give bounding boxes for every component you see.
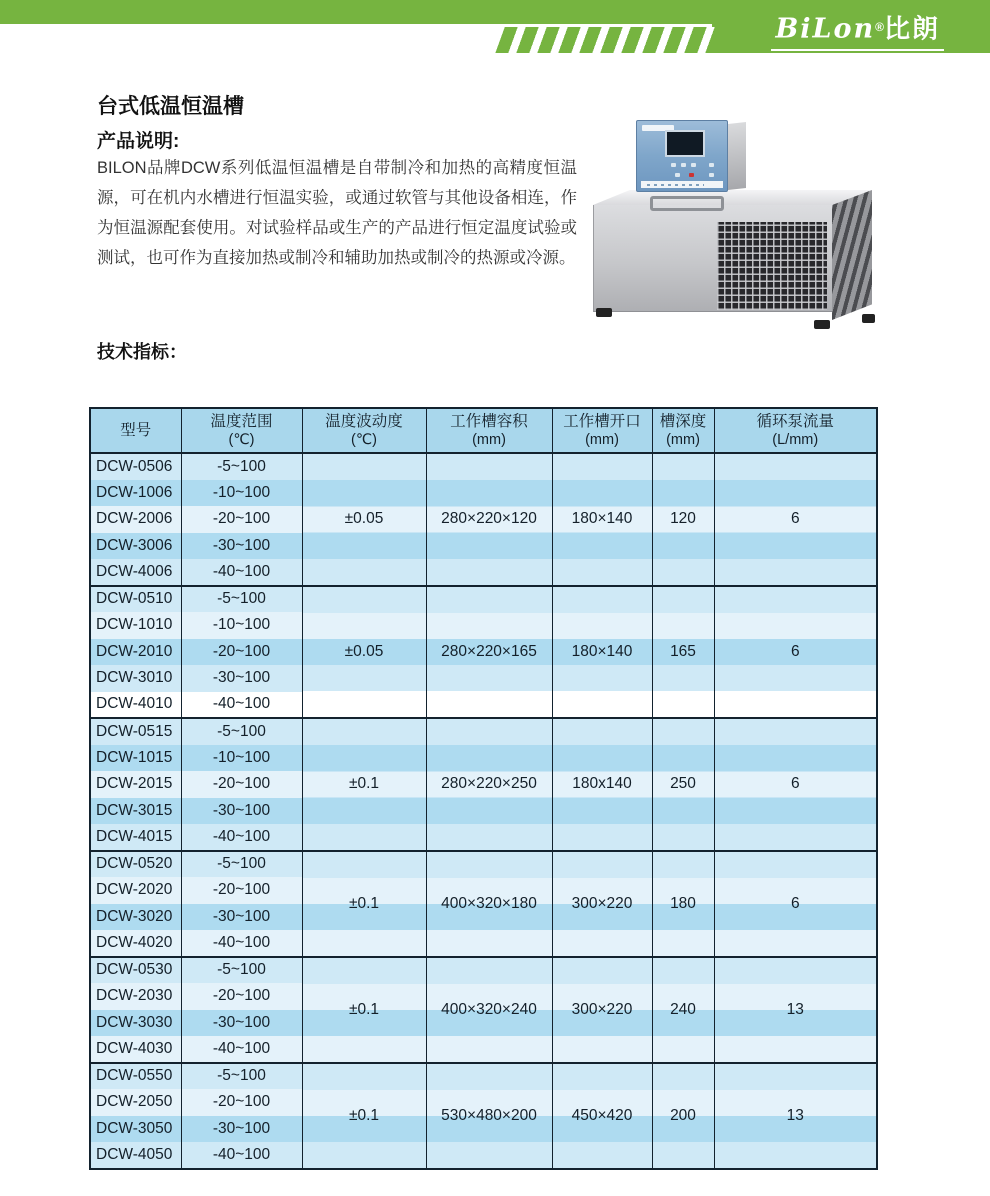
range-cell: -40~100 [181, 824, 302, 851]
depth-cell: 240 [652, 957, 714, 1063]
header-pump-flow: 循环泵流量 (L/mm) [714, 408, 877, 453]
brand-logo-script: BiLon [775, 13, 876, 44]
controller-button-red [689, 173, 694, 177]
ventilation-grille-front [717, 222, 827, 310]
range-cell: -40~100 [181, 1036, 302, 1063]
range-cell: -30~100 [181, 1010, 302, 1037]
opening-cell: 180×140 [552, 453, 652, 586]
diagonal-stripes-decoration [495, 27, 722, 53]
volume-cell: 400×320×240 [426, 957, 552, 1063]
model-cell: DCW-0515 [90, 718, 181, 745]
range-cell: -20~100 [181, 877, 302, 904]
table-header-row [90, 408, 877, 453]
volume-cell: 280×220×250 [426, 718, 552, 851]
flow-cell: 13 [714, 957, 877, 1063]
flow-cell: 6 [714, 453, 877, 586]
page-title: 台式低温恒温槽 [97, 95, 244, 118]
brand-logo [771, 12, 944, 51]
model-cell: DCW-2030 [90, 983, 181, 1010]
model-cell: DCW-3015 [90, 798, 181, 825]
range-cell: -40~100 [181, 692, 302, 719]
model-cell: DCW-3050 [90, 1116, 181, 1143]
flow-cell: 6 [714, 851, 877, 957]
range-cell: -5~100 [181, 1063, 302, 1090]
machine-foot [862, 314, 875, 323]
range-cell: -5~100 [181, 851, 302, 878]
range-cell: -30~100 [181, 798, 302, 825]
machine-top-face [593, 190, 872, 205]
range-cell: -30~100 [181, 904, 302, 931]
model-cell: DCW-0550 [90, 1063, 181, 1090]
range-cell: -10~100 [181, 480, 302, 507]
model-cell: DCW-2006 [90, 506, 181, 533]
model-cell: DCW-1010 [90, 612, 181, 639]
flow-cell: 6 [714, 718, 877, 851]
range-cell: -5~100 [181, 718, 302, 745]
model-cell: DCW-4006 [90, 559, 181, 586]
controller-button [681, 163, 686, 167]
fluctuation-cell: ±0.1 [302, 957, 426, 1063]
controller-unit [636, 120, 728, 192]
masthead [0, 0, 990, 56]
product-photo [578, 100, 978, 338]
technical-specs-heading: 技术指标： [97, 342, 187, 362]
model-cell: DCW-4050 [90, 1142, 181, 1169]
opening-cell: 300×220 [552, 851, 652, 957]
flow-cell: 13 [714, 1063, 877, 1169]
opening-cell: 180×140 [552, 586, 652, 719]
depth-cell: 250 [652, 718, 714, 851]
depth-cell: 165 [652, 586, 714, 719]
model-cell: DCW-3030 [90, 1010, 181, 1037]
model-cell: DCW-2010 [90, 639, 181, 666]
controller-side-face [728, 122, 746, 190]
opening-cell: 450×420 [552, 1063, 652, 1169]
range-cell: -20~100 [181, 1089, 302, 1116]
range-cell: -30~100 [181, 665, 302, 692]
volume-cell: 280×220×165 [426, 586, 552, 719]
fluctuation-cell: ±0.05 [302, 586, 426, 719]
depth-cell: 120 [652, 453, 714, 586]
header-model: 型号 [90, 408, 181, 453]
model-cell: DCW-4030 [90, 1036, 181, 1063]
spec-table [89, 407, 878, 1170]
flow-cell: 6 [714, 586, 877, 719]
range-cell: -10~100 [181, 612, 302, 639]
depth-cell: 200 [652, 1063, 714, 1169]
model-cell: DCW-0530 [90, 957, 181, 984]
header-temp-range: 温度范围 (℃) [181, 408, 302, 453]
fluctuation-cell: ±0.1 [302, 1063, 426, 1169]
ventilation-louvers-side [832, 190, 872, 320]
volume-cell: 530×480×200 [426, 1063, 552, 1169]
range-cell: -40~100 [181, 930, 302, 957]
table-row [90, 1063, 877, 1090]
fluctuation-cell: ±0.1 [302, 851, 426, 957]
table-row [90, 718, 877, 745]
fluctuation-cell: ±0.1 [302, 718, 426, 851]
table-row [90, 957, 877, 984]
model-cell: DCW-3020 [90, 904, 181, 931]
model-cell: DCW-3010 [90, 665, 181, 692]
range-cell: -5~100 [181, 453, 302, 480]
range-cell: -20~100 [181, 771, 302, 798]
range-cell: -10~100 [181, 745, 302, 772]
range-cell: -40~100 [181, 559, 302, 586]
header-tank-depth: 槽深度 (mm) [652, 408, 714, 453]
depth-cell: 180 [652, 851, 714, 957]
range-cell: -5~100 [181, 957, 302, 984]
range-cell: -30~100 [181, 1116, 302, 1143]
header-temp-fluctuation: 温度波动度 (℃) [302, 408, 426, 453]
model-cell: DCW-3006 [90, 533, 181, 560]
product-description-text: BILON品牌DCW系列低温恒温槽是自带制冷和加热的高精度恒温源，可在机内水槽进行恒温实验，或通过软管与其他设备相连，作为恒温源配套使用。对试验样品或生产的产品进行恒定温度试验或测试，也可作为直接加热或制冷和辅助加热或制冷的热源或冷源。 [97, 159, 577, 267]
model-cell: DCW-0506 [90, 453, 181, 480]
model-cell: DCW-4015 [90, 824, 181, 851]
header-tank-opening: 工作槽开口 (mm) [552, 408, 652, 453]
model-cell: DCW-2015 [90, 771, 181, 798]
range-cell: -20~100 [181, 983, 302, 1010]
range-cell: -20~100 [181, 639, 302, 666]
machine-handle [650, 196, 724, 211]
controller-button [691, 163, 696, 167]
model-cell: DCW-1006 [90, 480, 181, 507]
table-row [90, 586, 877, 613]
model-cell: DCW-0520 [90, 851, 181, 878]
registered-trademark-icon: ® [875, 19, 884, 34]
opening-cell: 180x140 [552, 718, 652, 851]
model-cell: DCW-1015 [90, 745, 181, 772]
product-description-heading: 产品说明: [97, 131, 180, 152]
controller-text-strip [641, 181, 723, 188]
table-row [90, 851, 877, 878]
model-cell: DCW-0510 [90, 586, 181, 613]
range-cell: -40~100 [181, 1142, 302, 1169]
model-cell: DCW-4010 [90, 692, 181, 719]
table-row [90, 453, 877, 480]
controller-button [709, 163, 714, 167]
controller-button [709, 173, 714, 177]
controller-screen [665, 130, 705, 157]
opening-cell: 300×220 [552, 957, 652, 1063]
machine-foot [814, 320, 830, 329]
header-tank-volume: 工作槽容积 (mm) [426, 408, 552, 453]
range-cell: -20~100 [181, 506, 302, 533]
brand-logo-cjk: 比朗 [883, 13, 940, 43]
range-cell: -5~100 [181, 586, 302, 613]
volume-cell: 280×220×120 [426, 453, 552, 586]
model-cell: DCW-2020 [90, 877, 181, 904]
range-cell: -30~100 [181, 533, 302, 560]
model-cell: DCW-2050 [90, 1089, 181, 1116]
volume-cell: 400×320×180 [426, 851, 552, 957]
model-cell: DCW-4020 [90, 930, 181, 957]
controller-button [671, 163, 676, 167]
controller-button [675, 173, 680, 177]
fluctuation-cell: ±0.05 [302, 453, 426, 586]
machine-foot [596, 308, 612, 317]
